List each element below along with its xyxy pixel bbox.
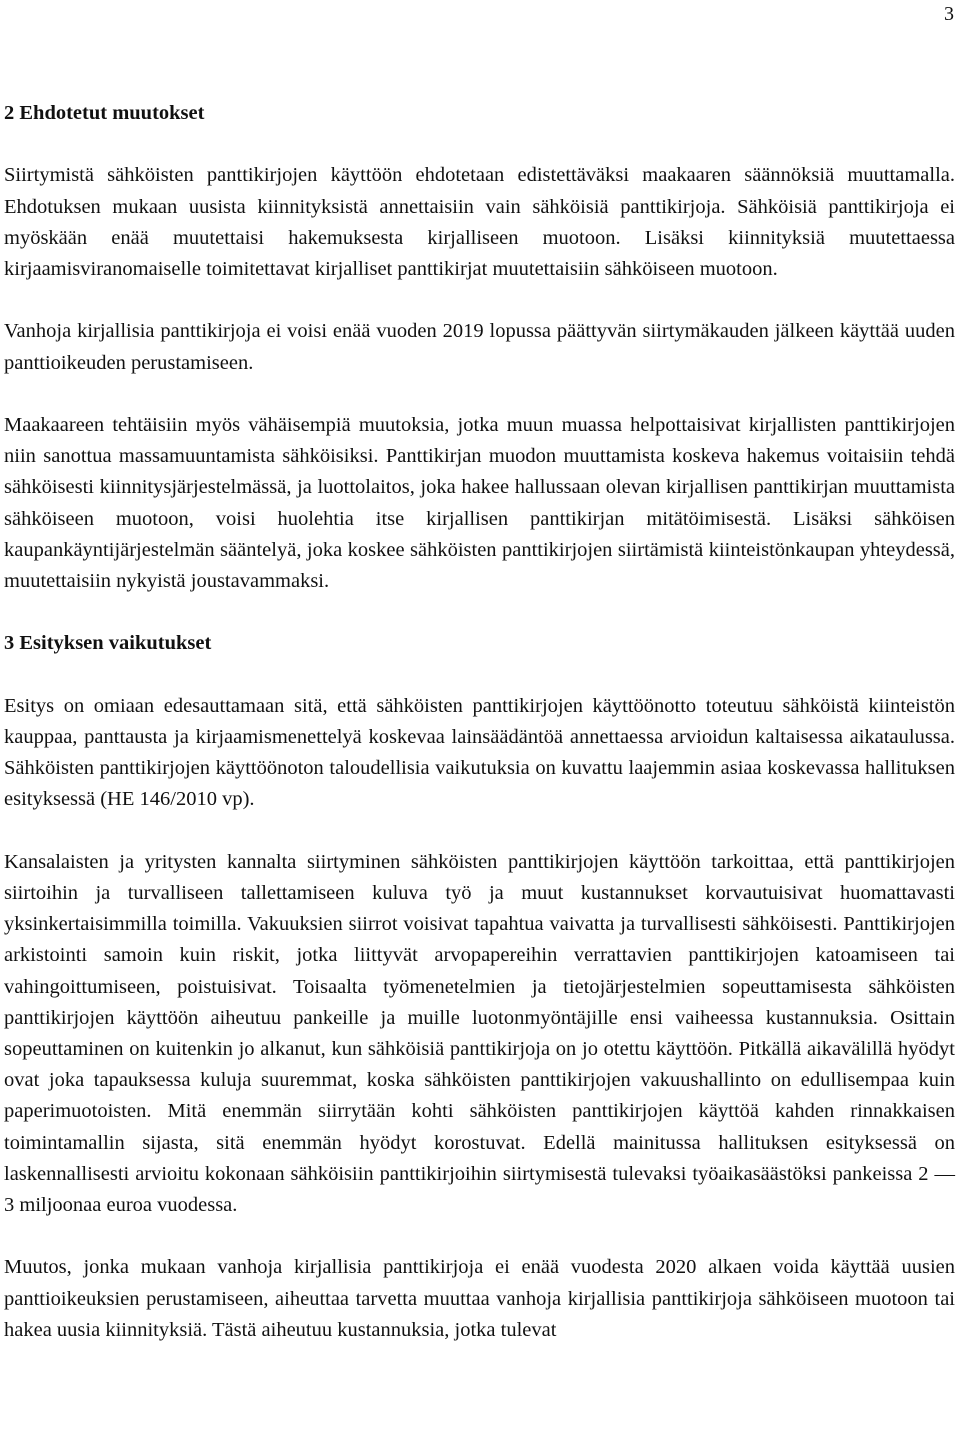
page-number: 3 [944, 3, 954, 25]
paragraph: Siirtymistä sähköisten panttikirjojen käyttöön ehdotetaan edistettäväksi maakaaren säännöksiä muuttamalla. Ehdotuksen mukaan uusista kiinnityksistä annettaisiin vain sähköisiä panttikirjoja. Sähköisiä panttikirjoja ei myöskään enää muutettaisi hakemuksesta kirjalliseen muotoon. Lisäksi kiinnityksiä muutettaessa kirjaamisviranomaiselle toimitettavat kirjalliset panttikirjat muutettaisiin sähköiseen muotoon. [4, 164, 955, 280]
paragraph: Maakaareen tehtäisiin myös vähäisempiä muutoksia, jotka muun muassa helpottaisivat kirjallisten panttikirjojen niin sanottua massamuuntamista sähköisiksi. Panttikirjan muodon muuttamista koskeva hakemus voitaisiin tehdä sähköisesti kiinnitysjärjestelmässä, ja luottolaitos, joka hakee hallussaan olevan kirjallisen panttikirjan muuttamista sähköiseen muotoon, voisi huolehtia itse kirjallisen panttikirjan mitätöimisestä. Lisäksi sähköisen kaupankäyntijärjestelmän sääntelyä, joka koskee sähköisten panttikirjojen siirtämistä kiinteistönkaupan yhteydessä, muutettaisiin nykyistä joustavammaksi. [4, 413, 955, 592]
paragraph: Muutos, jonka mukaan vanhoja kirjallisia panttikirjoja ei enää vuodesta 2020 alkaen voida käyttää uusien panttioikeuksien perustamiseen, aiheuttaa tarvetta muuttaa vanhoja kirjallisia panttikirjoja sähköiseen muotoon tai hakea uusia kiinnityksiä. Tästä aiheutuu kustannuksia, jotka tulevat [4, 1256, 955, 1341]
paragraph: Kansalaisten ja yritysten kannalta siirtyminen sähköisten panttikirjojen käyttöön tarkoittaa, että panttikirjojen siirtoihin ja turvalliseen tallettamiseen kuluva työ ja muut kustannukset korvautuisivat huomattavasti yksinkertaisimmilla toimilla. Vakuuksien siirrot voisivat tapahtua vaivatta ja turvallisesti sähköisesti. Panttikirjojen arkistointi samoin kuin riskit, jotka liittyvät arvopapereihin verrattavien panttikirjojen katoamiseen tai vahingoittumiseen, poistuisivat. Toisaalta työmenetelmien ja tietojärjestelmien sopeuttamisesta sähköisten panttikirjojen käyttöön aiheutuu pankeille ja muille luotonmyöntäjille ensi vaiheessa kustannuksia. Osittain sopeuttaminen on kuitenkin jo alkanut, kun sähköisiä panttikirjoja on jo otettu käyttöön. Pitkällä aikavälillä hyödyt ovat joka tapauksessa kuluja suuremmat, koska sähköisten panttikirjojen vakuushallinto on edullisempaa kuin paperimuotoisten. Mitä enemmän siirrytään kohti sähköisten panttikirjojen käyttöä kahden rinnakkaisen toimintamallin sijasta, sitä enemmän hyödyt korostuvat. Edellä mainitussa hallituksen esityksessä on laskennallisesti arvioitu kokonaan sähköisiin panttikirjoihin siirtymisestä tulevaksi työaikasäästöksi pankeissa 2 —3 miljoonaa euroa vuodessa. [4, 850, 955, 1217]
section-heading: 3 Esityksen vaikutukset [4, 632, 212, 655]
document-body [4, 98, 955, 1377]
section-esityksen-vaikutukset [4, 628, 955, 1346]
paragraph: Esitys on omiaan edesauttamaan sitä, että sähköisten panttikirjojen käyttöönotto toteutuu sähköistä kiinteistön kauppaa, panttausta ja kirjaamismenettelyä koskevaa lainsäädäntöä annettaessa arvioidun kaltaisessa aikataulussa. Sähköisten panttikirjojen käyttöönoton taloudellisia vaikutuksia on kuvattu laajemmin asiaa koskevassa hallituksen esityksessä (HE 146/2010 vp). [4, 694, 955, 811]
paragraph: Vanhoja kirjallisia panttikirjoja ei voisi enää vuoden 2019 lopussa päättyvän siirtymäkauden jälkeen käyttää uuden panttioikeuden perustamiseen. [4, 320, 955, 374]
section-ehdotetut-muutokset [4, 98, 955, 597]
section-heading: 2 Ehdotetut muutokset [4, 102, 205, 124]
